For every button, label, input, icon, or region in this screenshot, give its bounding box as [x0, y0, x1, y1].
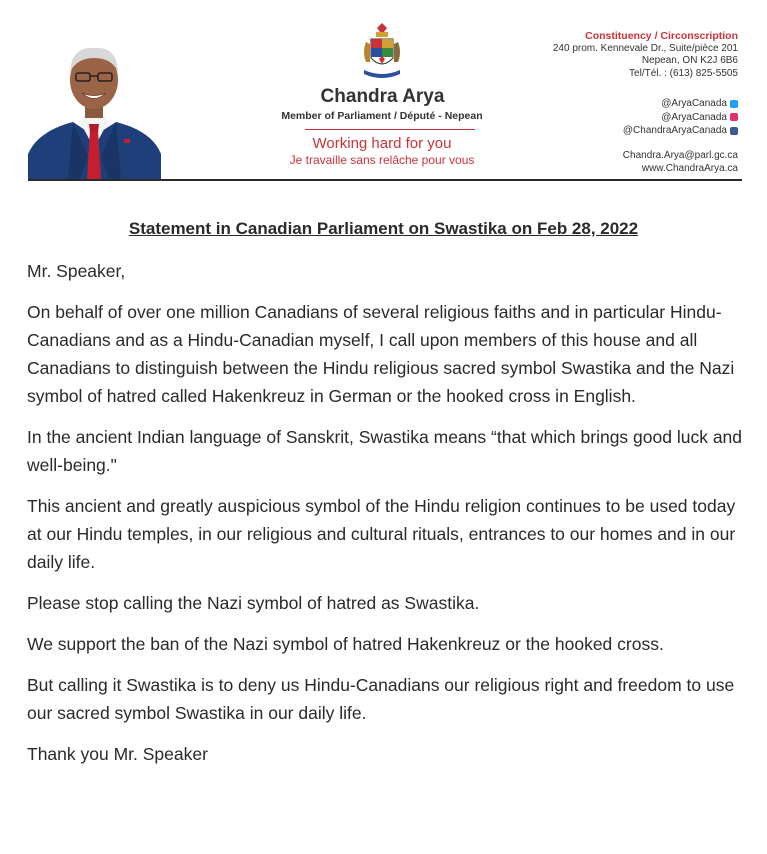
coat-of-arms-icon — [360, 22, 404, 82]
social-links — [623, 97, 738, 138]
mp-portrait — [28, 36, 161, 179]
paragraph-6: But calling it Swastika is to deny us Hindu-Canadians our religious right and freedom to use our sacred symbol Swastika in our daily life. — [27, 675, 735, 723]
document-title: Statement in Canadian Parliament on Swastika on Feb 28, 2022 — [128, 219, 639, 238]
facebook-icon — [730, 127, 738, 135]
web-contact — [623, 150, 738, 175]
statement-body — [27, 257, 743, 781]
constituency-heading: Constituency / Circonscription — [585, 30, 738, 42]
instagram-handle: @AryaCanada — [661, 111, 727, 123]
twitter-icon — [730, 100, 738, 108]
letterhead — [0, 0, 767, 185]
website-link[interactable]: www.ChandraArya.ca — [641, 162, 738, 174]
email-link[interactable]: Chandra.Arya@parl.gc.ca — [622, 150, 738, 161]
closing: Thank you Mr. Speaker — [27, 744, 208, 764]
mp-name: Chandra Arya — [320, 86, 445, 107]
constituency-contact — [553, 30, 738, 80]
paragraph-2: In the ancient Indian language of Sanskrit, Swastika means “that which brings good luck and well-being." — [27, 427, 743, 475]
address-line-2: Nepean, ON K2J 6B6 — [641, 55, 738, 66]
instagram-icon — [730, 113, 738, 121]
tagline-english: Working hard for you — [312, 135, 452, 152]
mp-role: Member of Parliament / Député - Nepean — [281, 110, 483, 122]
phone-number: Tel/Tél. : (613) 825-5505 — [629, 67, 738, 79]
tagline-french: Je travaille sans relâche pour vous — [289, 153, 475, 167]
paragraph-3: This ancient and greatly auspicious symbol of the Hindu religion continues to be used today at our Hindu temples, in our religious and cultural rituals, entrances to our homes and in our daily life. — [27, 496, 736, 572]
salutation: Mr. Speaker, — [27, 261, 126, 281]
paragraph-4: Please stop calling the Nazi symbol of hatred as Swastika. — [27, 593, 480, 613]
social-instagram[interactable] — [623, 111, 738, 125]
social-facebook[interactable] — [623, 124, 738, 138]
social-twitter[interactable] — [623, 97, 738, 111]
paragraph-5: We support the ban of the Nazi symbol of hatred Hakenkreuz or the hooked cross. — [27, 634, 664, 654]
paragraph-1: On behalf of over one million Canadians of several religious faiths and in particular Hindu-Canadians and as a Hindu-Canadian myself, I call upon members of this house and all Canadians to distinguish between the Hindu religious sacred symbol Swastika and the Nazi symbol of hatred called Hakenkreuz in German or the hooked cross in English. — [27, 302, 735, 406]
tagline-divider — [305, 129, 475, 130]
header-divider — [28, 179, 742, 181]
address-line-1: 240 prom. Kennevale Dr., Suite/pièce 201 — [552, 42, 738, 54]
facebook-handle: @ChandraAryaCanada — [622, 125, 727, 136]
twitter-handle: @AryaCanada — [661, 98, 727, 109]
